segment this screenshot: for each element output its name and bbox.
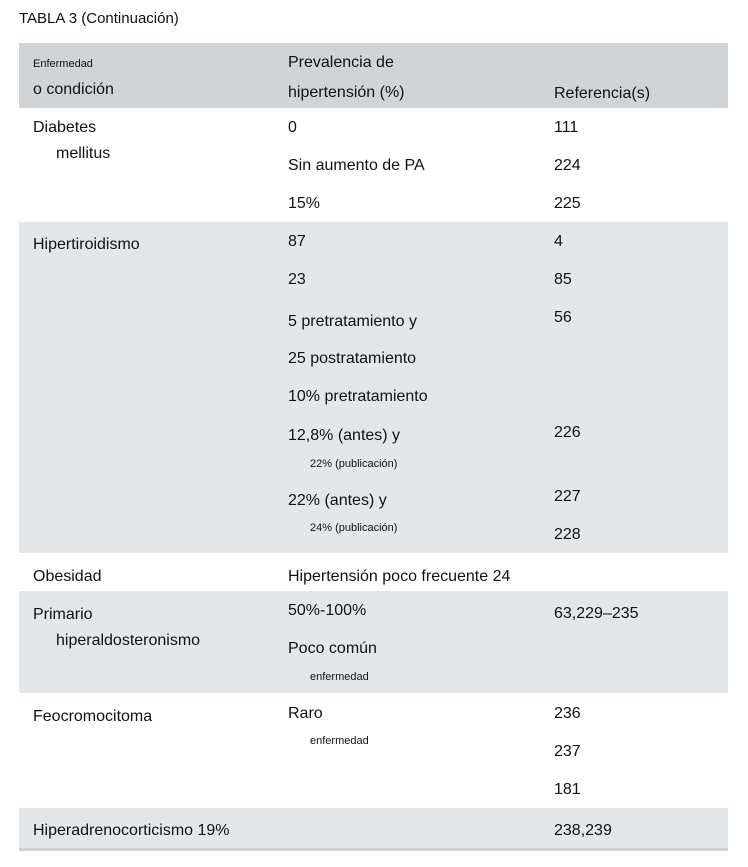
prevalence-cell: 23 — [288, 271, 306, 288]
header-prevalence-line2: hipertensión (%) — [288, 84, 405, 101]
prevalence-cell: Sin aumento de PA — [288, 157, 425, 174]
reference-cell: 85 — [554, 271, 572, 288]
condition-label: Hiperadrenocorticismo 19% — [33, 822, 230, 839]
table-bottom-rule — [19, 848, 728, 851]
reference-cell: 237 — [554, 743, 581, 760]
prevalence-cell: 25 postratamiento — [288, 350, 417, 367]
prevalence-cell: 0 — [288, 119, 297, 136]
reference-cell: 228 — [554, 526, 581, 543]
prevalence-cell: 15% — [288, 195, 321, 212]
condition-label: Feocromocitoma — [33, 708, 153, 725]
prevalence-subnote: enfermedad — [310, 671, 369, 683]
prevalence-cell: 5 pretratamiento y — [288, 313, 417, 330]
prevalence-cell: 10% pretratamiento — [288, 388, 428, 405]
prevalence-cell: 22% (antes) y — [288, 492, 387, 509]
reference-cell: 226 — [554, 424, 581, 441]
condition-label-cont: hiperaldosteronismo — [56, 632, 201, 649]
condition-label: Hipertiroidismo — [33, 236, 140, 253]
prevalence-subnote: enfermedad — [310, 735, 369, 747]
prevalence-cell: Hipertensión poco frecuente 24 — [288, 568, 511, 585]
prevalence-subnote: 22% (publicación) — [310, 458, 398, 470]
reference-cell: 225 — [554, 195, 581, 212]
prevalence-cell: 50%-100% — [288, 602, 367, 619]
reference-cell: 238,239 — [554, 822, 612, 839]
condition-label: Diabetes — [33, 119, 97, 136]
header-condition-line2: o condición — [33, 81, 114, 98]
prevalence-cell: Poco común — [288, 640, 377, 657]
reference-cell: 181 — [554, 781, 581, 798]
table-title: TABLA 3 (Continuación) — [19, 10, 179, 27]
reference-cell: 224 — [554, 157, 581, 174]
prevalence-cell: 12,8% (antes) y — [288, 427, 401, 444]
reference-cell: 56 — [554, 309, 572, 326]
reference-cell: 236 — [554, 705, 581, 722]
prevalence-subnote: 24% (publicación) — [310, 522, 398, 534]
reference-cell: 227 — [554, 488, 581, 505]
reference-cell: 63,229–235 — [554, 605, 639, 622]
header-prevalence-line1: Prevalencia de — [288, 54, 394, 71]
condition-label: Primario — [33, 606, 93, 623]
reference-cell: 4 — [554, 233, 563, 250]
header-references: Referencia(s) — [554, 85, 651, 102]
header-condition-line1: Enfermedad — [33, 58, 93, 70]
prevalence-cell: 87 — [288, 233, 306, 250]
condition-label: Obesidad — [33, 568, 102, 585]
reference-cell: 111 — [554, 119, 579, 136]
condition-label-cont: mellitus — [56, 145, 111, 162]
prevalence-cell: Raro — [288, 705, 323, 722]
